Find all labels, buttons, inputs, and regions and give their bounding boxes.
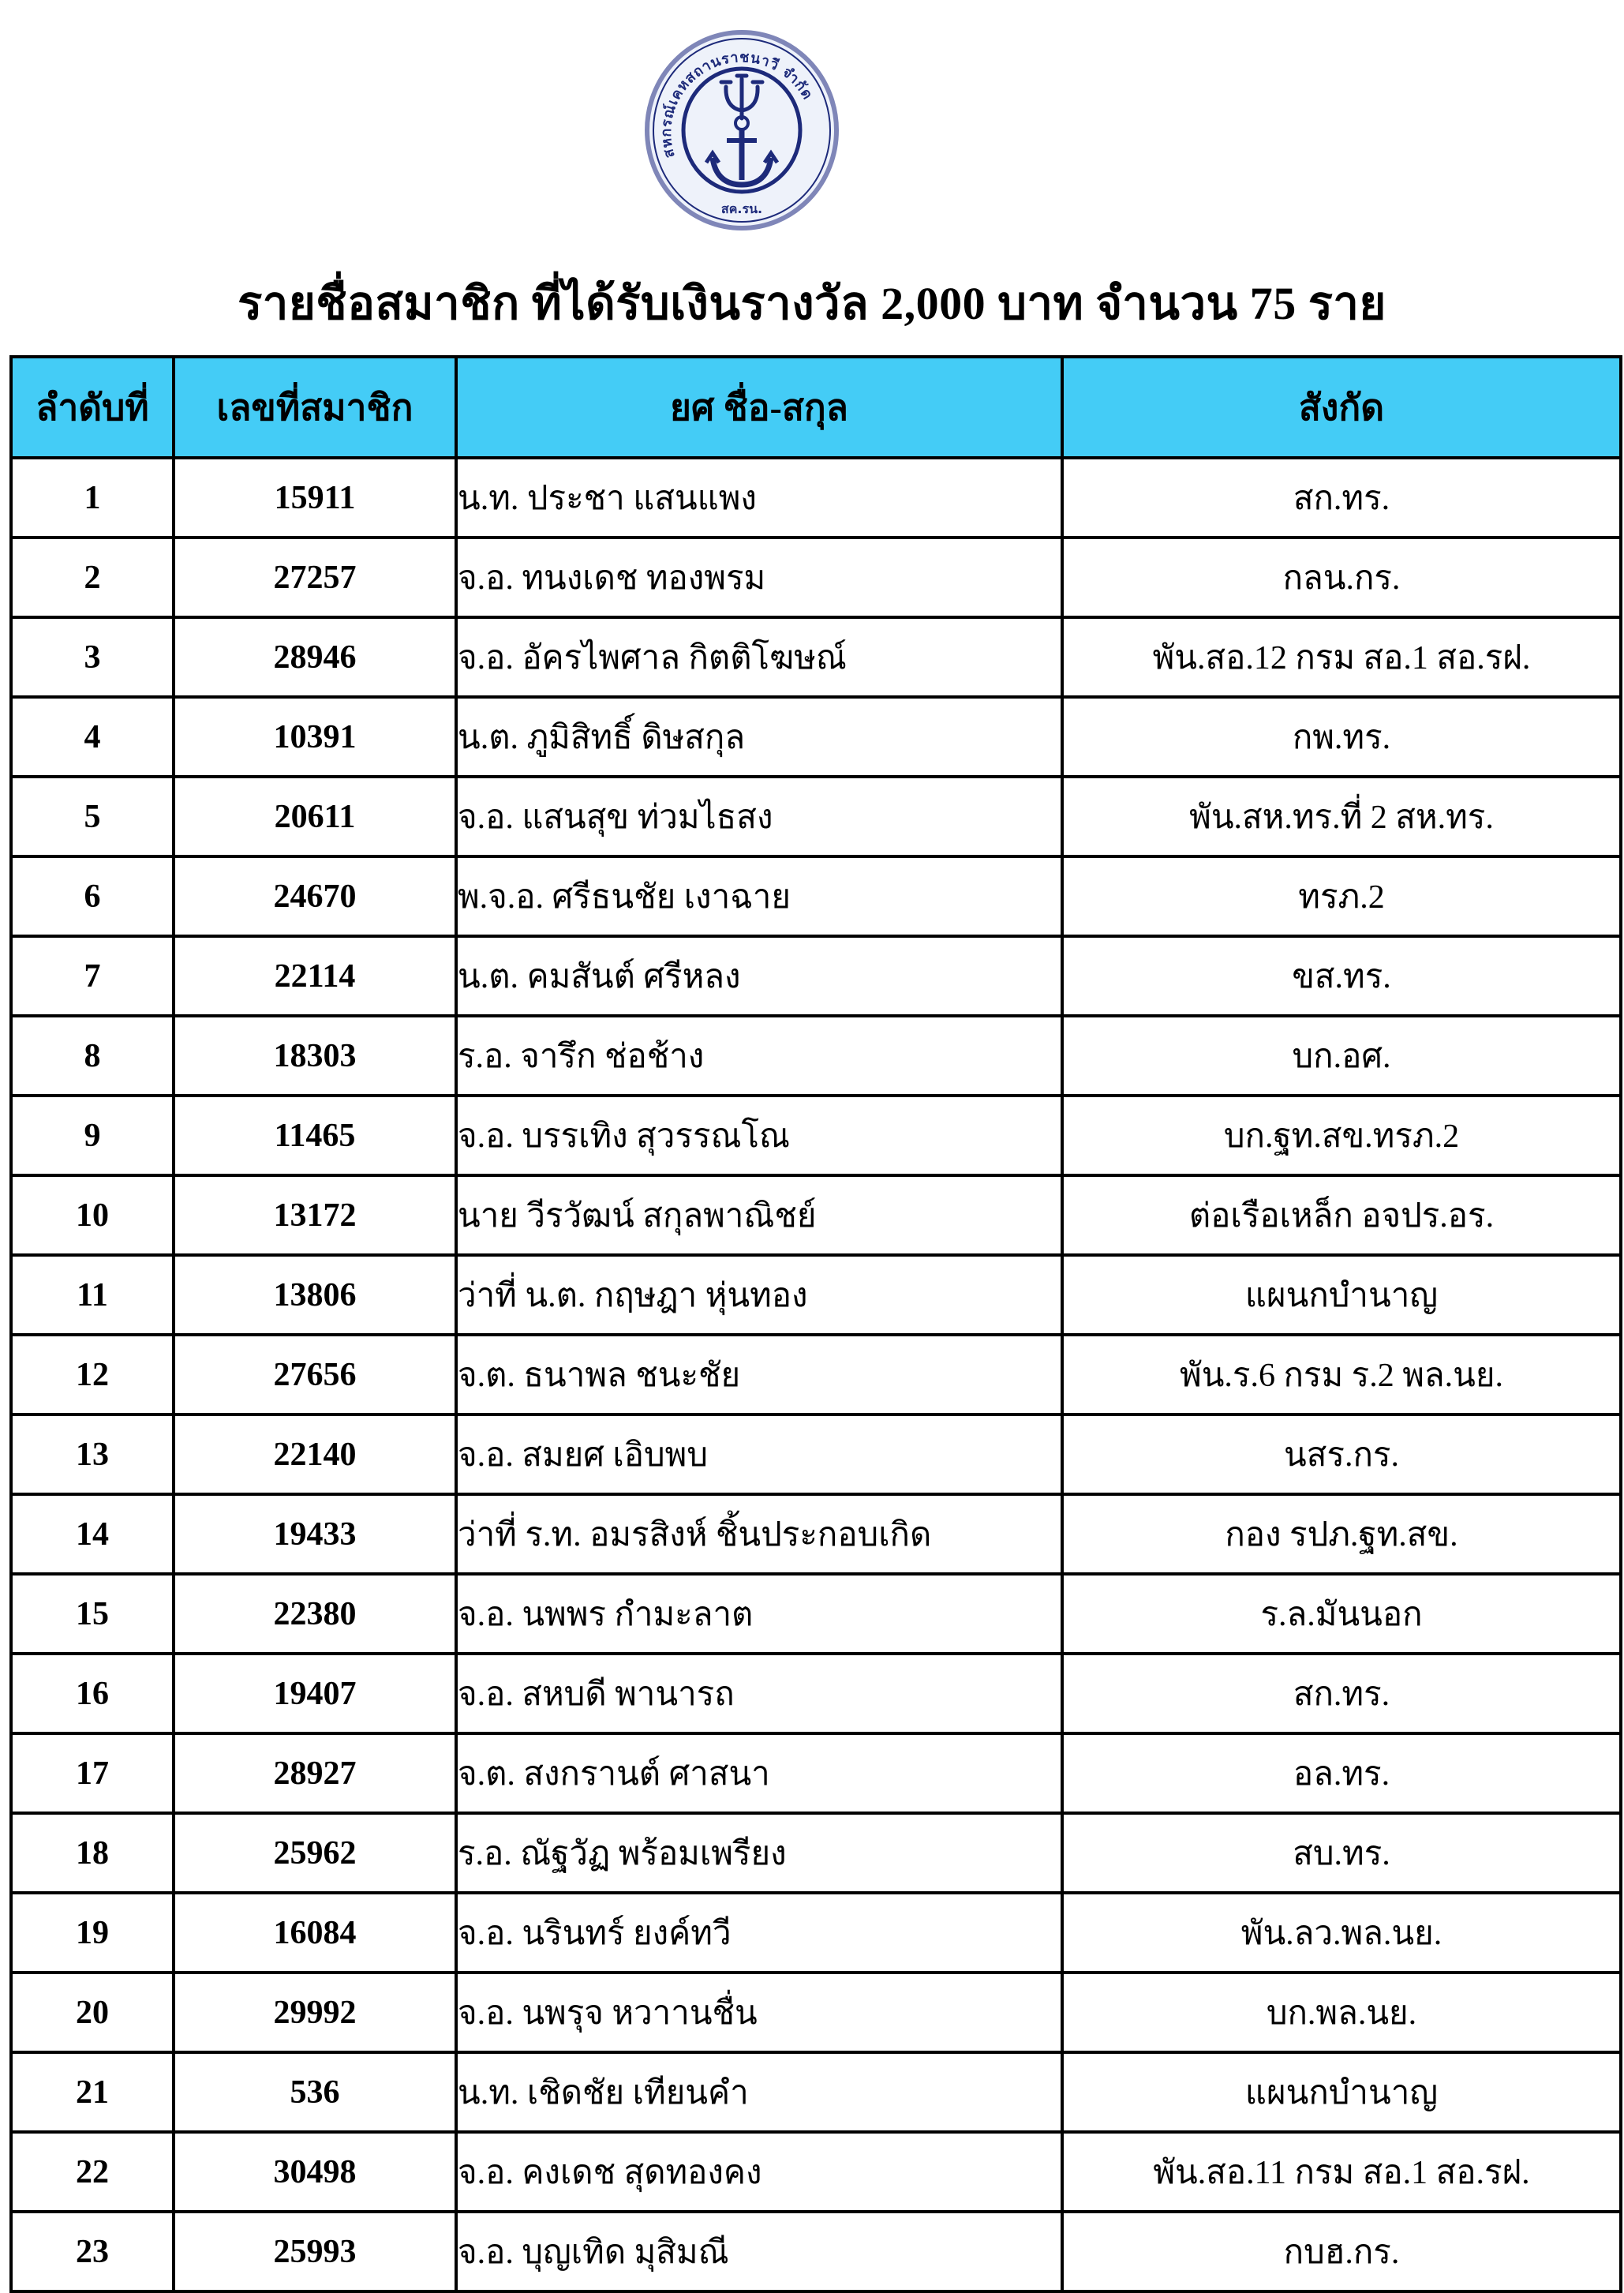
row-affiliation: กพ.ทร. [1062,697,1621,777]
row-rank-name: ว่าที่ น.ต. กฤษฎา หุ่นทอง [456,1255,1062,1335]
row-rank-name: จ.อ. บุญเทิด มุสิมณี [456,2212,1062,2291]
row-order: 3 [11,617,174,697]
row-affiliation: พัน.สอ.12 กรม สอ.1 สอ.รฝ. [1062,617,1621,697]
row-rank-name: จ.อ. นพรุจ หวาานชื่น [456,1973,1062,2052]
row-rank-name: ว่าที่ ร.ท. อมรสิงห์ ชิ้นประกอบเกิด [456,1494,1062,1574]
row-member-id: 22140 [174,1414,456,1494]
row-member-id: 19433 [174,1494,456,1574]
table-row [11,1335,1621,1414]
row-affiliation: ร.ล.มันนอก [1062,1574,1621,1654]
row-order: 14 [11,1494,174,1574]
row-member-id: 18303 [174,1016,456,1096]
cooperative-logo [643,30,840,231]
row-order: 18 [11,1813,174,1893]
row-member-id: 13806 [174,1255,456,1335]
row-rank-name: จ.อ. นพพร กำมะลาต [456,1574,1062,1654]
row-member-id: 27257 [174,538,456,617]
table-row [11,1893,1621,1973]
row-member-id: 11465 [174,1096,456,1175]
row-member-id: 29992 [174,1973,456,2052]
row-member-id: 28946 [174,617,456,697]
table-row [11,617,1621,697]
row-affiliation: แผนกบำนาญ [1062,1255,1621,1335]
table-row [11,856,1621,936]
row-member-id: 20611 [174,777,456,856]
table-row [11,1813,1621,1893]
table-row [11,458,1621,538]
header-rank-name: ยศ ชื่อ-สกุล [456,357,1062,458]
logo-ring-text: สหกรณ์เคหสถานราชนาวี จำกัด [657,49,817,160]
row-order: 5 [11,777,174,856]
table-row [11,2212,1621,2291]
row-member-id: 536 [174,2052,456,2132]
table-row [11,2052,1621,2132]
row-member-id: 24670 [174,856,456,936]
row-order: 13 [11,1414,174,1494]
table-row [11,538,1621,617]
row-rank-name: จ.ต. สงกรานต์ ศาสนา [456,1733,1062,1813]
row-order: 10 [11,1175,174,1255]
row-rank-name: น.ท. ประชา แสนแพง [456,458,1062,538]
table-row [11,1733,1621,1813]
row-rank-name: ร.อ. จารึก ช่อช้าง [456,1016,1062,1096]
row-rank-name: พ.จ.อ. ศรีธนชัย เงาฉาย [456,856,1062,936]
table-row [11,777,1621,856]
row-order: 8 [11,1016,174,1096]
table-row [11,697,1621,777]
row-rank-name: จ.อ. อัครไพศาล กิตติโฆษณ์ [456,617,1062,697]
row-affiliation: ต่อเรือเหล็ก อจปร.อร. [1062,1175,1621,1255]
table-row [11,1654,1621,1733]
row-member-id: 30498 [174,2132,456,2212]
table-row [11,1016,1621,1096]
table-row [11,1414,1621,1494]
row-affiliation: ทรภ.2 [1062,856,1621,936]
table-row [11,1574,1621,1654]
row-affiliation: กลน.กร. [1062,538,1621,617]
page-title: รายชื่อสมาชิก ที่ได้รับเงินรางวัล 2,000 บาท จำนวน 75 ราย [238,278,1386,329]
row-affiliation: พัน.ลว.พล.นย. [1062,1893,1621,1973]
row-affiliation: แผนกบำนาญ [1062,2052,1621,2132]
row-order: 11 [11,1255,174,1335]
row-member-id: 13172 [174,1175,456,1255]
table-body [11,458,1621,2291]
table-row [11,2132,1621,2212]
row-affiliation: สก.ทร. [1062,1654,1621,1733]
row-rank-name: จ.อ. สหบดี พานารถ [456,1654,1062,1733]
table-row [11,1255,1621,1335]
row-rank-name: ร.อ. ณัฐวัฏ พร้อมเพรียง [456,1813,1062,1893]
header-affiliation: สังกัด [1062,357,1621,458]
row-rank-name: น.ท. เชิดชัย เทียนคำ [456,2052,1062,2132]
row-affiliation: บก.พล.นย. [1062,1973,1621,2052]
row-member-id: 28927 [174,1733,456,1813]
row-member-id: 22114 [174,936,456,1016]
row-order: 6 [11,856,174,936]
row-member-id: 22380 [174,1574,456,1654]
row-order: 4 [11,697,174,777]
row-rank-name: นาย วีรวัฒน์ สกุลพาณิชย์ [456,1175,1062,1255]
row-member-id: 10391 [174,697,456,777]
members-table [9,355,1622,2293]
row-order: 2 [11,538,174,617]
row-order: 21 [11,2052,174,2132]
table-row [11,1096,1621,1175]
row-member-id: 25962 [174,1813,456,1893]
row-affiliation: กอง รปภ.ฐท.สข. [1062,1494,1621,1574]
row-order: 12 [11,1335,174,1414]
row-rank-name: จ.อ. แสนสุข ท่วมไธสง [456,777,1062,856]
row-member-id: 19407 [174,1654,456,1733]
row-rank-name: จ.อ. ทนงเดช ทองพรม [456,538,1062,617]
header-member-id: เลขที่สมาชิก [174,357,456,458]
anchor-emblem-icon [643,30,840,231]
row-rank-name: จ.อ. นรินทร์ ยงค์ทวี [456,1893,1062,1973]
header-order: ลำดับที่ [11,357,174,458]
row-affiliation: บก.อศ. [1062,1016,1621,1096]
row-affiliation: อล.ทร. [1062,1733,1621,1813]
row-rank-name: จ.อ. บรรเทิง สุวรรณโณ [456,1096,1062,1175]
table-row [11,936,1621,1016]
row-affiliation: พัน.ร.6 กรม ร.2 พล.นย. [1062,1335,1621,1414]
table-row [11,1973,1621,2052]
row-affiliation: กบฮ.กร. [1062,2212,1621,2291]
row-order: 20 [11,1973,174,2052]
row-member-id: 27656 [174,1335,456,1414]
row-rank-name: จ.อ. สมยศ เอิบพบ [456,1414,1062,1494]
row-affiliation: พัน.สอ.11 กรม สอ.1 สอ.รฝ. [1062,2132,1621,2212]
row-member-id: 16084 [174,1893,456,1973]
row-affiliation: สบ.ทร. [1062,1813,1621,1893]
row-order: 23 [11,2212,174,2291]
row-rank-name: น.ต. คมสันต์ ศรีหลง [456,936,1062,1016]
row-order: 16 [11,1654,174,1733]
logo-abbr: สค.รน. [720,201,763,216]
row-order: 17 [11,1733,174,1813]
table-header-row [11,357,1621,458]
table-row [11,1175,1621,1255]
row-member-id: 25993 [174,2212,456,2291]
row-order: 7 [11,936,174,1016]
row-rank-name: น.ต. ภูมิสิทธิ์ ดิษสกุล [456,697,1062,777]
row-member-id: 15911 [174,458,456,538]
row-order: 1 [11,458,174,538]
row-affiliation: สก.ทร. [1062,458,1621,538]
row-order: 15 [11,1574,174,1654]
row-order: 9 [11,1096,174,1175]
row-rank-name: จ.ต. ธนาพล ชนะชัย [456,1335,1062,1414]
row-affiliation: บก.ฐท.สข.ทรภ.2 [1062,1096,1621,1175]
row-rank-name: จ.อ. คงเดช สุดทองคง [456,2132,1062,2212]
row-affiliation: พัน.สห.ทร.ที่ 2 สห.ทร. [1062,777,1621,856]
row-order: 22 [11,2132,174,2212]
table-row [11,1494,1621,1574]
row-affiliation: นสร.กร. [1062,1414,1621,1494]
row-order: 19 [11,1893,174,1973]
row-affiliation: ขส.ทร. [1062,936,1621,1016]
